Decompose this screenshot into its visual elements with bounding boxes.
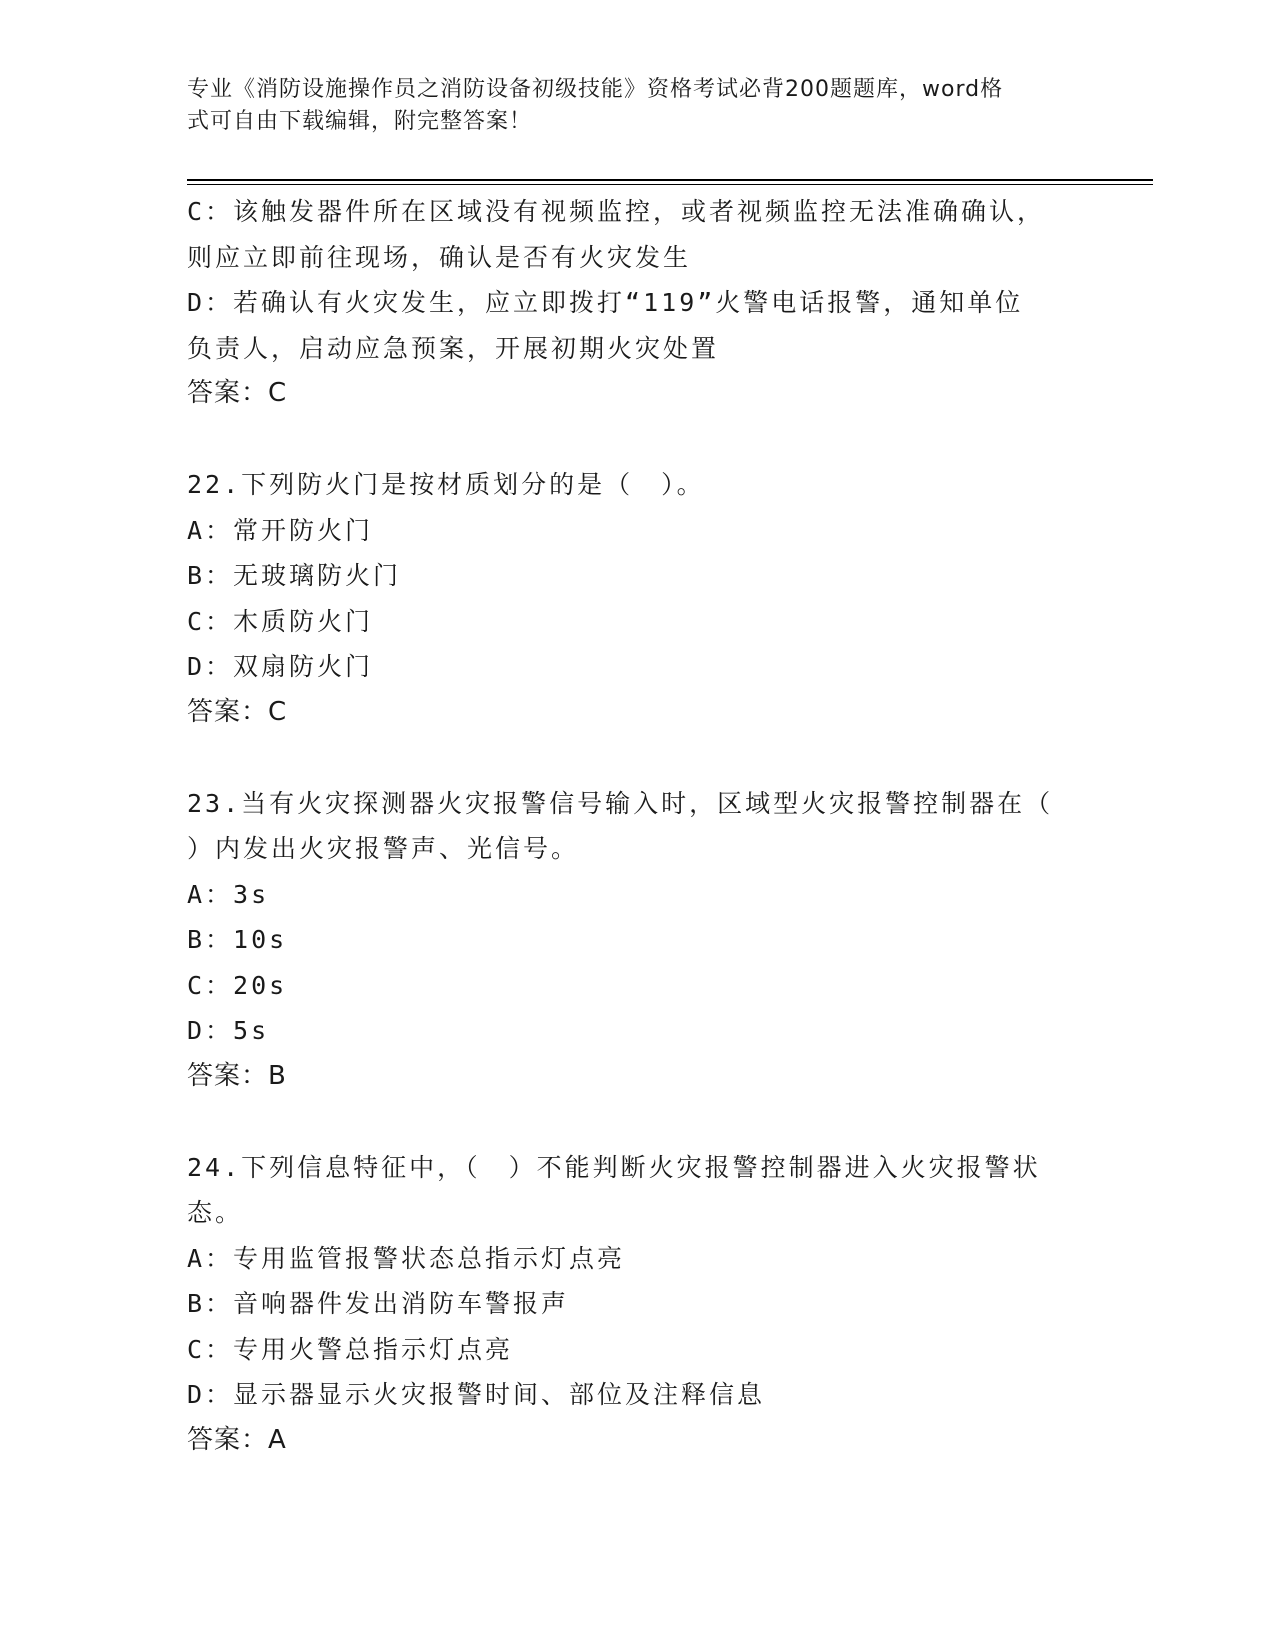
option-d: D：5s: [187, 1016, 270, 1045]
option-c: C：木质防火门: [187, 606, 374, 636]
question-22: [187, 462, 1107, 735]
option-d-line-1: D：若确认有火灾发生，应立即拨打“119”火警电话报警，通知单位: [187, 288, 1024, 317]
question-21-continued: [187, 189, 1107, 417]
question-stem: 22.下列防火门是按材质划分的是（ ）。: [187, 470, 705, 499]
spacer: [187, 1099, 1107, 1145]
option-a: A：专用监管报警状态总指示灯点亮: [187, 1243, 626, 1273]
question-stem-line-1: 24.下列信息特征中，（ ）不能判断火灾报警控制器进入火灾报警状: [187, 1152, 1041, 1182]
question-stem-line-1: 23.当有火灾探测器火灾报警信号输入时，区域型火灾报警控制器在（: [187, 788, 1054, 818]
header-divider-thin: [187, 184, 1153, 185]
question-24: [187, 1145, 1107, 1464]
option-d: D：双扇防火门: [187, 652, 374, 681]
page-header: [187, 74, 1067, 138]
option-a: A：3s: [187, 879, 270, 909]
spacer: [187, 735, 1107, 781]
question-23: [187, 781, 1107, 1100]
question-stem-line-2: ）内发出火灾报警声、光信号。: [187, 834, 580, 863]
answer: 答案：C: [187, 696, 288, 727]
question-stem-line-2: 态。: [187, 1198, 244, 1227]
question-list: [187, 189, 1107, 1463]
option-b: B：音响器件发出消防车警报声: [187, 1289, 570, 1318]
option-b: B：10s: [187, 925, 288, 954]
spacer: [187, 417, 1107, 463]
option-d-line-2: 负责人，启动应急预案，开展初期火灾处置: [187, 333, 720, 363]
header-title-line-1: 专业《消防设施操作员之消防设备初级技能》资格考试必背200题题库，word格: [187, 77, 1004, 102]
option-c: C：专用火警总指示灯点亮: [187, 1334, 514, 1364]
option-c-line-1: C：该触发器件所在区域没有视频监控，或者视频监控无法准确确认，: [187, 197, 1046, 226]
option-c: C：20s: [187, 970, 288, 1000]
option-a: A：常开防火门: [187, 515, 374, 545]
answer: 答案：C: [187, 378, 288, 408]
header-divider-thick: [187, 179, 1153, 181]
header-title-line-2: 式可自由下载编辑，附完整答案！: [187, 109, 533, 134]
option-c-line-2: 则应立即前往现场，确认是否有火灾发生: [187, 242, 692, 272]
answer: 答案：B: [187, 1060, 287, 1091]
option-b: B：无玻璃防火门: [187, 561, 402, 590]
option-d: D：显示器显示火灾报警时间、部位及注释信息: [187, 1380, 766, 1409]
answer: 答案：A: [187, 1424, 287, 1455]
